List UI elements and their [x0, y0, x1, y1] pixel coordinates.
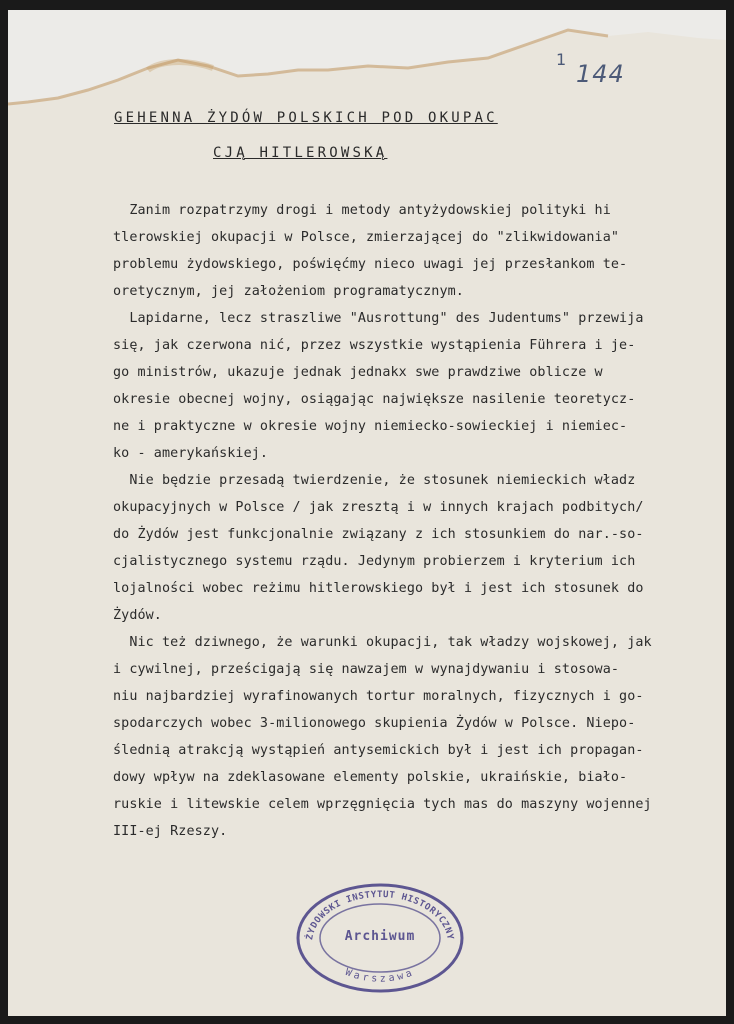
- body-line: dowy wpływ na zdeklasowane elementy polskie, ukraińskie, biało-: [113, 770, 628, 785]
- body-line: Nic też dziwnego, że warunki okupacji, tak władzy wojskowej, jak: [113, 635, 652, 650]
- body-line: ślednią atrakcją wystąpień antysemickich był i jest ich propagan-: [113, 743, 644, 758]
- body-line: ruskie i litewskie celem wprzęgnięcia tych mas do maszyny wojennej: [113, 797, 652, 812]
- document-title-line-2: CJĄ HITLEROWSKĄ: [213, 145, 388, 161]
- document-page: [8, 10, 726, 1016]
- body-line: spodarczych wobec 3-milionowego skupienia Żydów w Polsce. Niepo-: [113, 716, 636, 731]
- body-line: tlerowskiej okupacji w Polsce, zmierzającej do "zlikwidowania": [113, 230, 620, 245]
- body-line: do Żydów jest funkcjonalnie związany z ich stosunkiem do nar.-so-: [113, 527, 644, 542]
- body-line: Lapidarne, lecz straszliwe "Ausrottung" des Judentums" przewija: [113, 311, 644, 326]
- archive-stamp: [294, 881, 466, 995]
- body-line: okresie obecnej wojny, osiągając największe nasilenie teoretycz-: [113, 392, 636, 407]
- body-line: Zanim rozpatrzymy drogi i metody antyżydowskiej polityki hi: [113, 203, 611, 218]
- document-body: [113, 197, 693, 845]
- body-line: się, jak czerwona nić, przez wszystkie wystąpienia Führera i je-: [113, 338, 636, 353]
- stamp-ring-text: ŻYDOWSKI INSTYTUT HISTORYCZNY: [305, 890, 455, 941]
- body-line: niu najbardziej wyrafinowanych tortur moralnych, fizycznych i go-: [113, 689, 644, 704]
- body-line: ko - amerykańskiej.: [113, 446, 269, 461]
- stamp-center-text: Archiwum: [344, 929, 416, 944]
- document-title-line-1: GEHENNA ŻYDÓW POLSKICH POD OKUPAC: [114, 110, 498, 126]
- body-line: oretycznym, jej założeniom programatycznym.: [113, 284, 464, 299]
- body-line: go ministrów, ukazuje jednak jednakx swe prawdziwe oblicze w: [113, 365, 603, 380]
- folio-tick-mark: 1: [556, 50, 567, 69]
- body-line: cjalistycznego systemu rządu. Jedynym probierzem i kryterium ich: [113, 554, 636, 569]
- body-line: III-ej Rzeszy.: [113, 824, 228, 839]
- body-line: Nie będzie przesadą twierdzenie, że stosunek niemieckich władz: [113, 473, 636, 488]
- body-line: problemu żydowskiego, poświęćmy nieco uwagi jej przesłankom te-: [113, 257, 628, 272]
- body-line: i cywilnej, prześcigają się nawzajem w wynajdywaniu i stosowa-: [113, 662, 620, 677]
- stamp-bottom-text: Warszawa: [343, 966, 417, 985]
- body-line: lojalności wobec reżimu hitlerowskiego był i jest ich stosunek do: [113, 581, 644, 596]
- folio-number: 144: [576, 60, 625, 88]
- body-line: okupacyjnych w Polsce / jak zresztą i w innych krajach podbitych/: [113, 500, 644, 515]
- body-line: Żydów.: [113, 608, 162, 623]
- body-line: ne i praktyczne w okresie wojny niemiecko-sowieckiej i niemiec-: [113, 419, 628, 434]
